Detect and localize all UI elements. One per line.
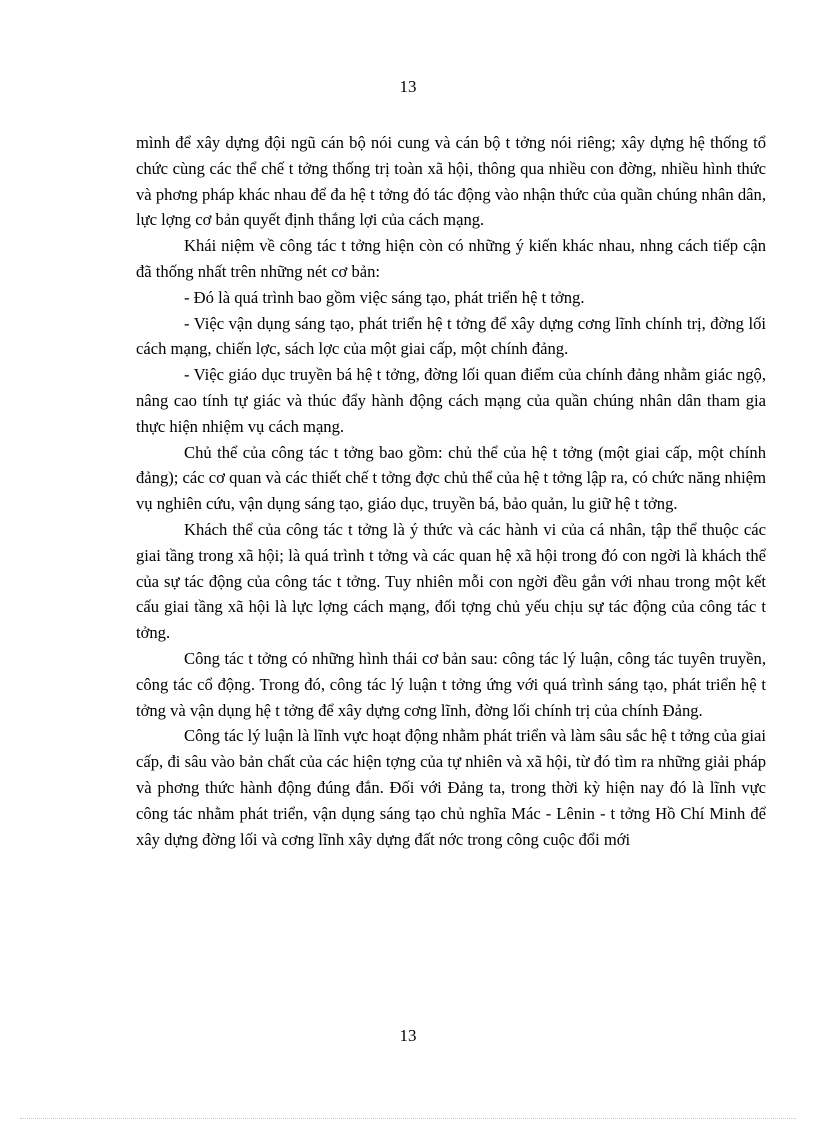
paragraph-8: Công tác t tởng có những hình thái cơ bản sau: công tác lý luận, công tác tuyên truyền, công tác cổ động. Trong đó, công tác lý luận t tởng ứng với quá trình sáng tạo, phát triển hệ t tởng và vận dụng hệ t tởng để xây dựng cơng lĩnh, đờng lối chính trị của chính Đảng. [136, 648, 766, 720]
paragraph-2: Khái niệm về công tác t tởng hiện còn có những ý kiến khác nhau, nhng cách tiếp cận đã thống nhất trên những nét cơ bản: [136, 236, 766, 281]
page-bottom-rule [20, 1118, 796, 1119]
body-text [136, 130, 766, 852]
paragraph-3: - Đó là quá trình bao gồm việc sáng tạo, phát triển hệ t tởng. [184, 287, 585, 307]
page-number-top: 13 [399, 77, 417, 96]
paragraph-1: mình để xây dựng đội ngũ cán bộ nói cung và cán bộ t tởng nói riêng; xây dựng hệ thống tổ chức cùng các thể chế t tởng thống trị toàn xã hội, thông qua nhiều con đờng, nhiều hình thức và phơng pháp khác nhau để đa hệ t tởng đó tác động vào nhận thức của quần chúng nhân dân, lực lợng cơ bản quyết định thắng lợi của cách mạng. [136, 133, 766, 230]
paragraph-7: Khách thể của công tác t tởng là ý thức và các hành vi của cá nhân, tập thể thuộc các giai tầng trong xã hội; là quá trình t tởng và các quan hệ xã hội trong đó con ngời là khách thể của sự tác động của công tác t tởng. Tuy nhiên mỗi con ngời đều gắn với nhau trong một kết cấu giai tầng xã hội là lực lợng cách mạng, đối tợng chủ yếu chịu sự tác động của công tác t tởng. [136, 519, 766, 643]
paragraph-6: Chủ thể của công tác t tởng bao gồm: chủ thể của hệ t tởng (một giai cấp, một chính đảng); các cơ quan và các thiết chế t tởng đợc chủ thể của hệ t tởng lập ra, có chức năng nhiệm vụ nghiên cứu, vận dụng sáng tạo, giáo dục, truyền bá, bảo quản, lu giữ hệ t tởng. [136, 442, 766, 514]
paragraph-9: Công tác lý luận là lĩnh vực hoạt động nhằm phát triển và làm sâu sắc hệ t tởng của giai cấp, đi sâu vào bản chất của các hiện tợng của tự nhiên và xã hội, từ đó tìm ra những giải pháp và phơng thức hành động đúng đắn. Đối với Đảng ta, trong thời kỳ hiện nay đó là lĩnh vực công tác nhằm phát triển, vận dụng sáng tạo chủ nghĩa Mác - Lênin - t tởng Hồ Chí Minh để xây dựng đờng lối và cơng lĩnh xây dựng đất nớc trong công cuộc đổi mới [136, 726, 766, 849]
paragraph-5: - Việc giáo dục truyền bá hệ t tởng, đờng lối quan điểm của chính đảng nhằm giác ngộ, nâng cao tính tự giác và thúc đẩy hành động cách mạng của quần chúng nhân dân tham gia thực hiện nhiệm vụ cách mạng. [136, 365, 766, 436]
page-number-bottom: 13 [399, 1026, 417, 1045]
paragraph-4: - Việc vận dụng sáng tạo, phát triển hệ t tởng để xây dựng cơng lĩnh chính trị, đờng lối cách mạng, chiến lợc, sách lợc của một giai cấp, một chính đảng. [136, 313, 766, 359]
